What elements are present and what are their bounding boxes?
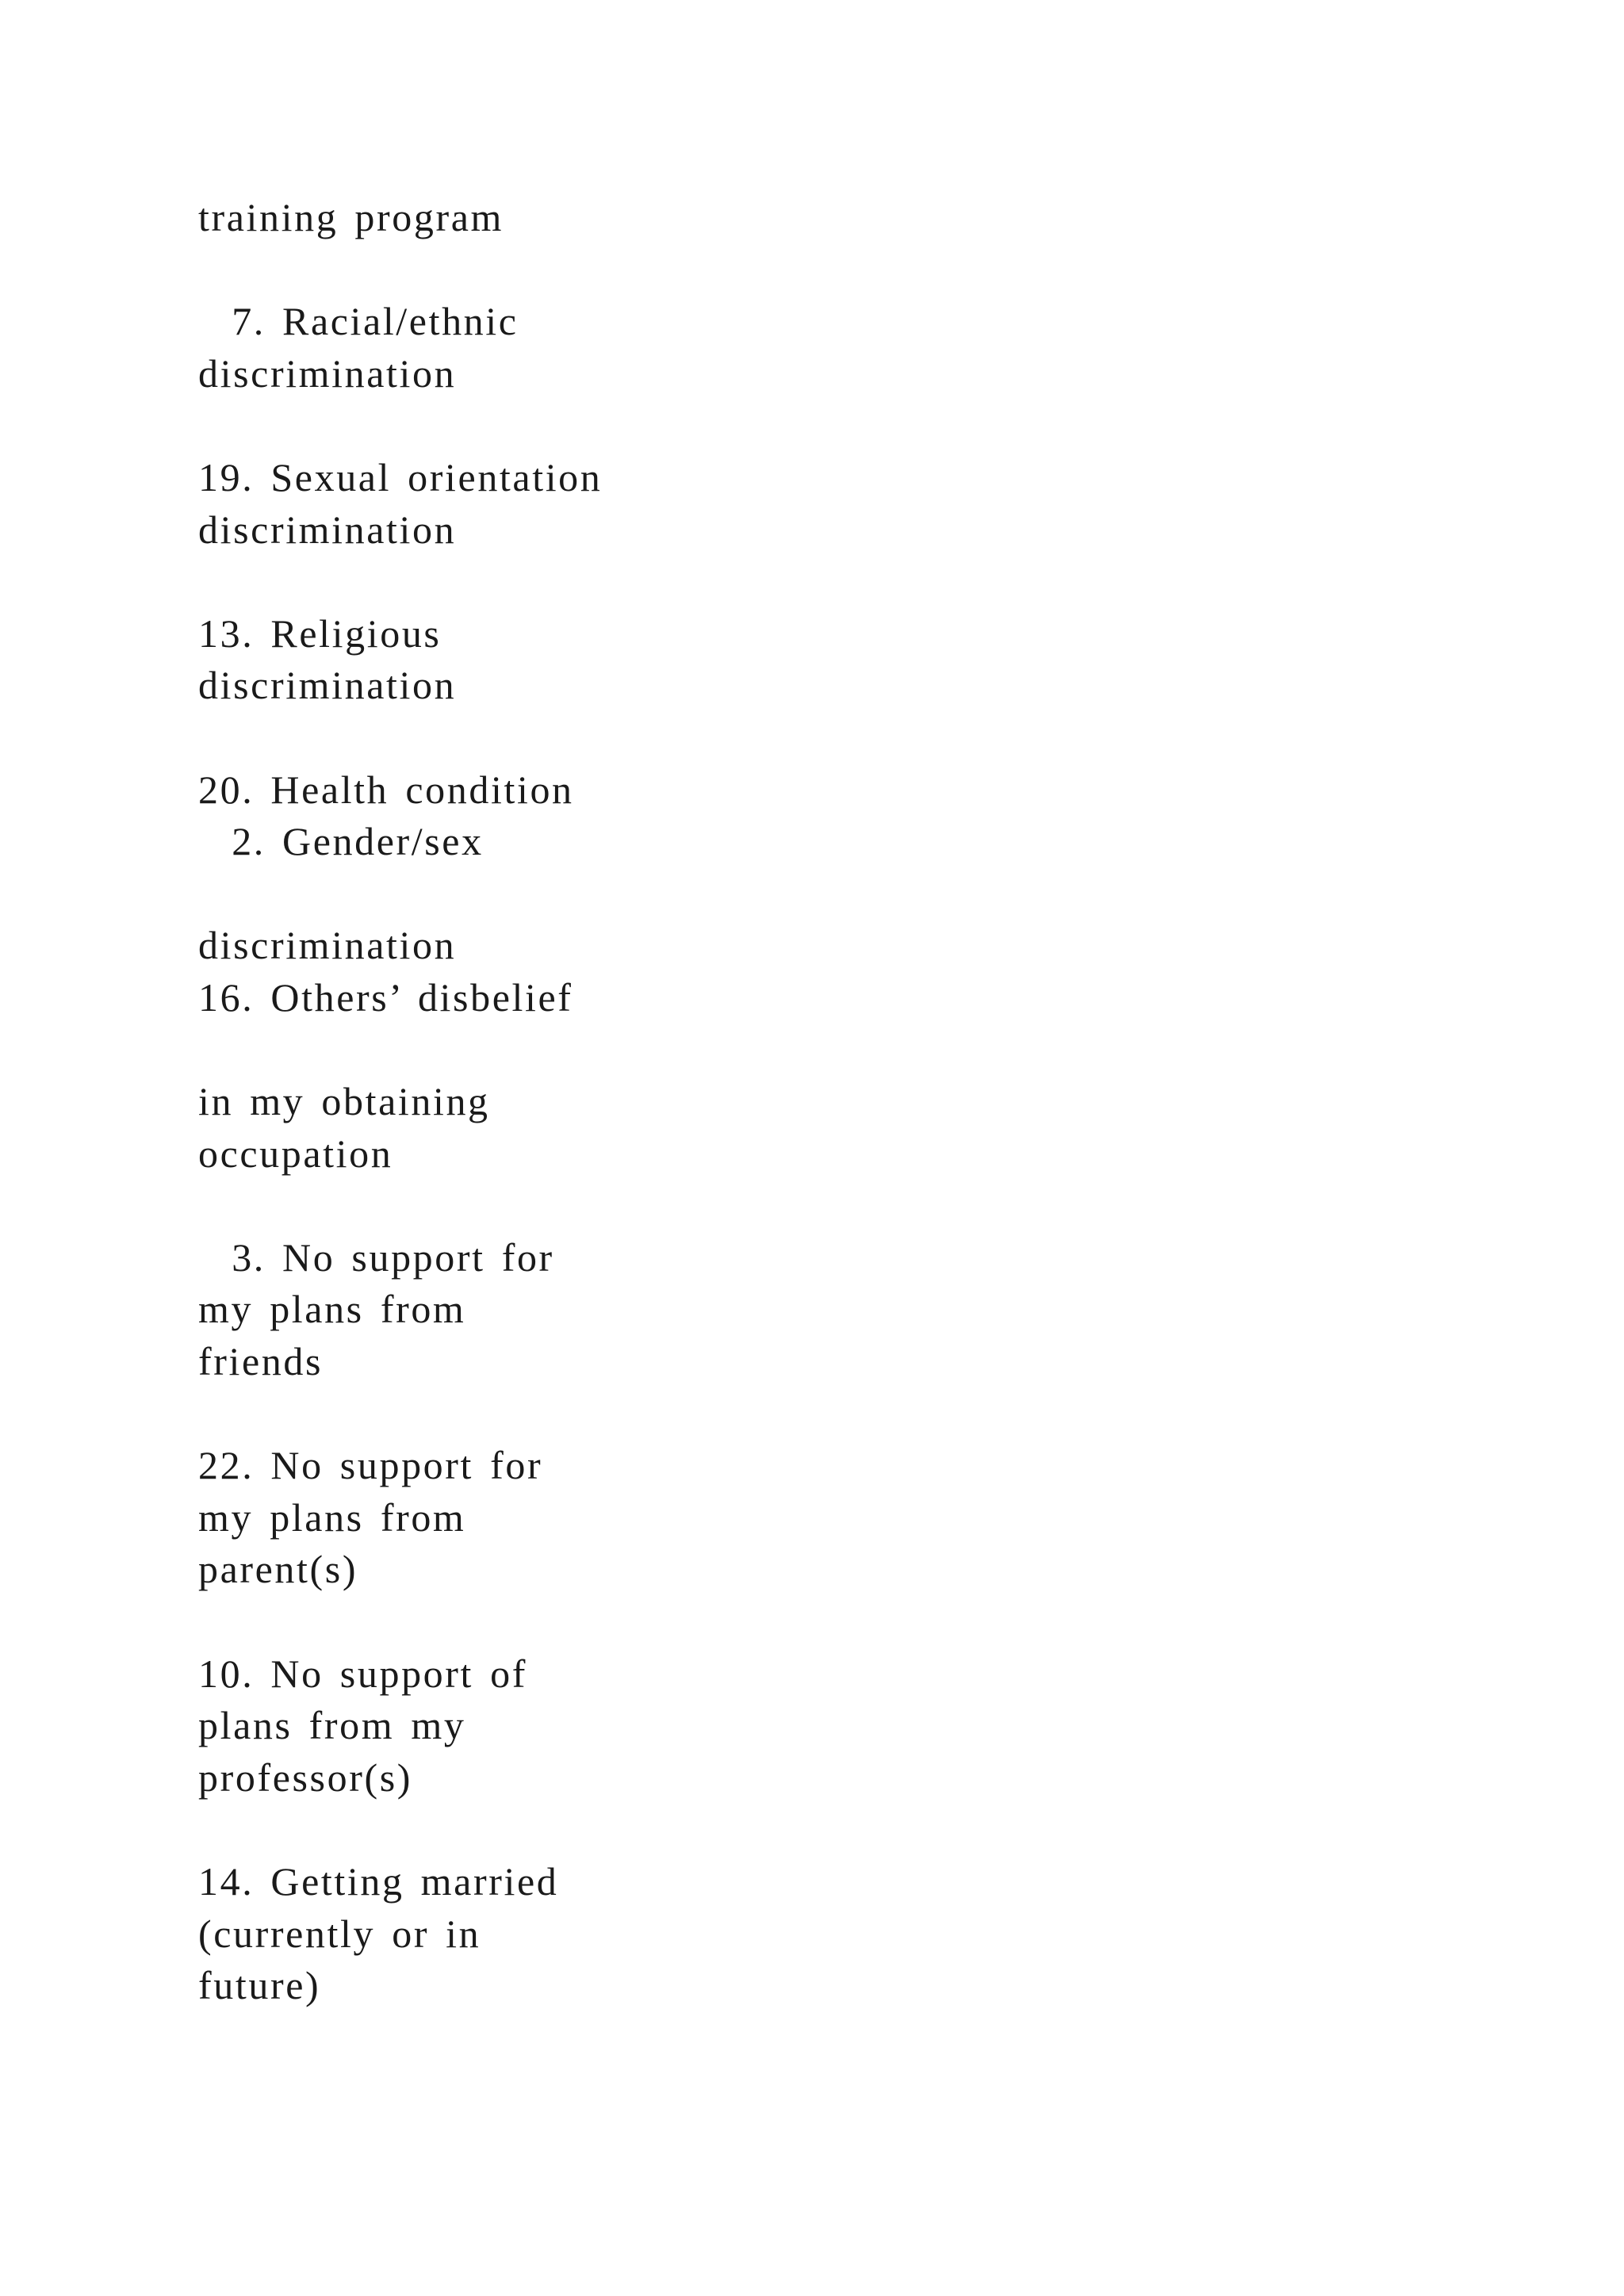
text-line: 10. No support of (198, 1651, 527, 1696)
text-line: training program (198, 195, 504, 239)
text-line: 3. No support for (198, 1234, 554, 1280)
text-line: 22. No support for (198, 1443, 543, 1488)
text-line: parent(s) (198, 1547, 358, 1592)
text-line: 14. Getting married (198, 1859, 559, 1904)
text-line: professor(s) (198, 1755, 413, 1800)
text-line: discrimination (198, 923, 457, 968)
blank-line (198, 556, 912, 608)
text-line: friends (198, 1339, 324, 1384)
text-line: discrimination (198, 507, 457, 552)
text-line: 7. Racial/ethnic (198, 299, 519, 344)
text-line: discrimination (198, 350, 457, 396)
text-line: 16. Others’ disbelief (198, 974, 573, 1020)
text-line: 13. Religious (198, 610, 442, 656)
blank-line (198, 1596, 912, 1648)
text-line: discrimination (198, 663, 457, 708)
blank-line (198, 1804, 912, 1856)
text-line: plans from my (198, 1703, 466, 1748)
text-line: occupation (198, 1131, 393, 1176)
document-text-column (198, 192, 912, 2012)
blank-line (198, 712, 912, 764)
text-line: 20. Health condition (198, 767, 574, 812)
text-line: in my obtaining (198, 1079, 490, 1124)
blank-line (198, 1180, 912, 1232)
text-line: (currently or in (198, 1911, 481, 1956)
blank-line (198, 1024, 912, 1077)
text-line: 19. Sexual orientation (198, 454, 603, 499)
text-line: future) (198, 1963, 321, 2008)
text-line: 2. Gender/sex (198, 819, 484, 864)
text-line: my plans from (198, 1494, 466, 1540)
blank-line (198, 400, 912, 452)
blank-line (198, 244, 912, 297)
text-line: my plans from (198, 1287, 466, 1332)
blank-line (198, 1388, 912, 1441)
blank-line (198, 868, 912, 920)
